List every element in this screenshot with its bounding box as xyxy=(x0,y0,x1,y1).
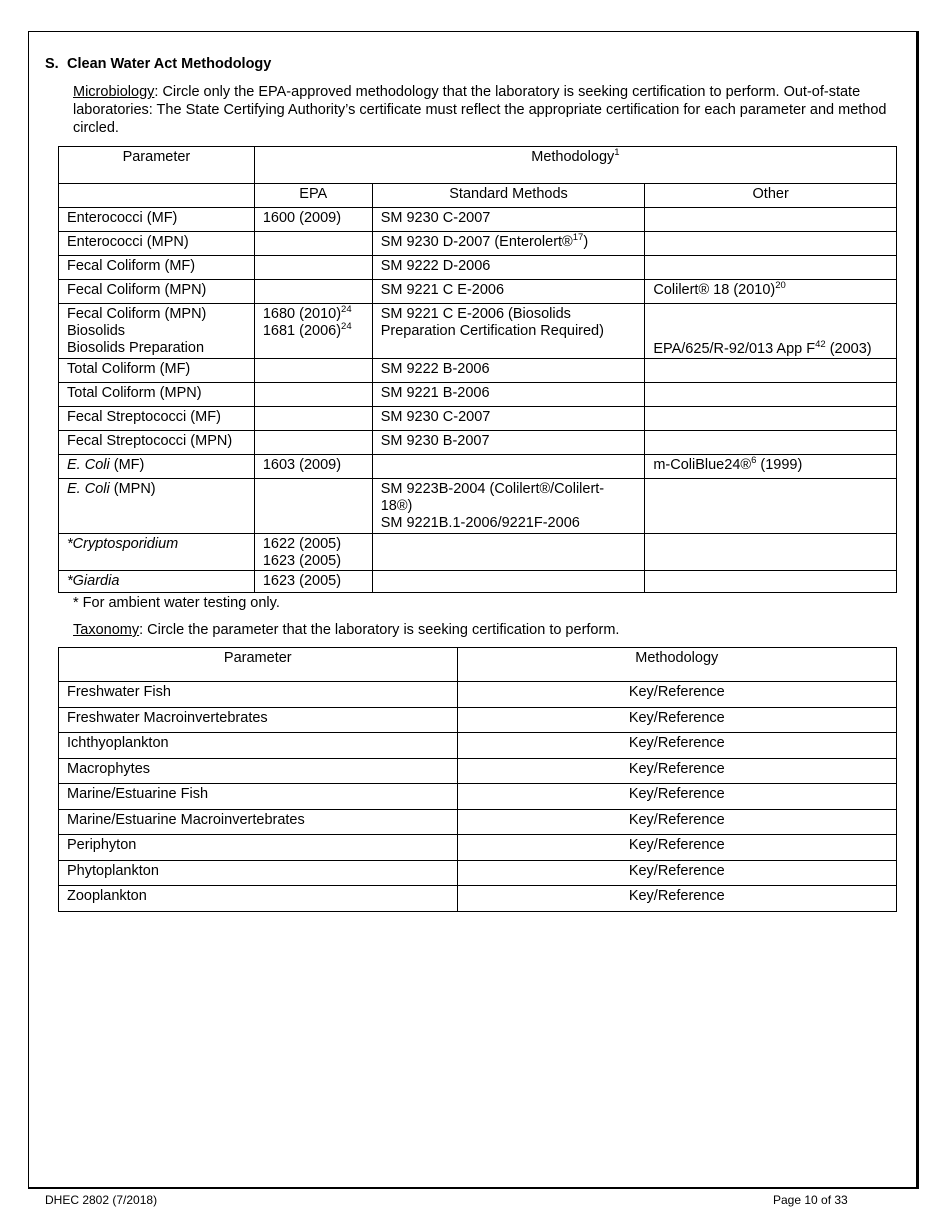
sm-cell[interactable]: SM 9230 D-2007 (Enterolert®$^{17}$) xyxy=(372,232,645,256)
form-number: DHEC 2802 (7/2018) xyxy=(45,1193,158,1207)
method-cell: Key/Reference xyxy=(457,860,896,886)
table-header-row xyxy=(59,147,897,184)
table-row xyxy=(59,784,897,810)
other-cell[interactable]: Colilert® 18 $(2010)^{20}$ xyxy=(645,280,897,304)
method-cell: Key/Reference xyxy=(457,886,896,912)
microbiology-table xyxy=(58,146,897,593)
method-cell: Key/Reference xyxy=(457,707,896,733)
microbiology-intro: Microbiology: Circle only the EPA-approved methodology that the laboratory is seeking certification to perform. Out-of-state laboratories: The State Certifying Authority’s certificate must reflect the appropriate certification for each parameter and method circled. xyxy=(73,84,887,136)
param-cell[interactable]: Enterococci (MPN) xyxy=(59,232,255,256)
param-cell[interactable]: Fecal Coliform (MPN) Biosolids Biosolids Preparation xyxy=(59,304,255,359)
table-row xyxy=(59,431,897,455)
sm-cell[interactable]: SM 9221 B-2006 xyxy=(372,383,645,407)
param-cell[interactable]: Fecal Streptococci (MPN) xyxy=(59,431,255,455)
epa-cell xyxy=(254,232,372,256)
epa-cell xyxy=(254,359,372,383)
method-cell: Key/Reference xyxy=(457,835,896,861)
other-cell xyxy=(645,534,897,571)
param-cell[interactable]: Total Coliform (MF) xyxy=(59,359,255,383)
param-cell[interactable]: Macrophytes xyxy=(59,758,458,784)
param-cell[interactable]: Marine/Estuarine Macroinvertebrates xyxy=(59,809,458,835)
table-row xyxy=(59,809,897,835)
param-cell[interactable]: Phytoplankton xyxy=(59,860,458,886)
sm-cell[interactable]: SM 9223B-2004 (Colilert®/Colilert- 18®) SM 9221B.1-2006/9221F-2006 xyxy=(372,479,645,534)
taxonomy-label: Taxonomy xyxy=(73,622,140,638)
table-row xyxy=(59,682,897,708)
epa-cell xyxy=(254,383,372,407)
param-cell[interactable]: Enterococci (MF) xyxy=(59,208,255,232)
page-number: Page 10 of 33 xyxy=(773,1193,848,1207)
epa-cell[interactable]: 1622 (2005) 1623 (2005) xyxy=(254,534,372,571)
other-cell xyxy=(645,571,897,593)
other-cell xyxy=(645,383,897,407)
taxonomy-intro: Taxonomy: Circle the parameter that the laboratory is seeking certification to perform. xyxy=(73,622,620,638)
other-cell xyxy=(645,256,897,280)
other-cell[interactable]: m-ColiBlue24®$^6$ (1999) xyxy=(645,455,897,479)
param-cell[interactable]: Ichthyoplankton xyxy=(59,733,458,759)
param-cell[interactable]: Freshwater Macroinvertebrates xyxy=(59,707,458,733)
param-cell[interactable]: Periphyton xyxy=(59,835,458,861)
table-row xyxy=(59,455,897,479)
param-cell[interactable]: E. Coli (MF) xyxy=(59,455,255,479)
sm-cell[interactable]: SM 9230 C-2007 xyxy=(372,208,645,232)
header-methodology: Methodology xyxy=(457,648,896,682)
sm-cell xyxy=(372,571,645,593)
param-cell[interactable]: Zooplankton xyxy=(59,886,458,912)
header-epa: EPA xyxy=(254,184,372,208)
epa-cell[interactable]: 1623 (2005) xyxy=(254,571,372,593)
table-row xyxy=(59,733,897,759)
param-cell[interactable]: Marine/Estuarine Fish xyxy=(59,784,458,810)
table-row xyxy=(59,280,897,304)
table-row xyxy=(59,232,897,256)
sm-cell[interactable]: SM 9230 C-2007 xyxy=(372,407,645,431)
other-cell xyxy=(645,479,897,534)
table-row xyxy=(59,256,897,280)
epa-cell[interactable]: 1603 (2009) xyxy=(254,455,372,479)
other-cell[interactable]: EPA/625/R-92/013 App $F^{42}$ (2003) xyxy=(645,304,897,359)
sm-cell[interactable]: SM 9230 B-2007 xyxy=(372,431,645,455)
method-cell: Key/Reference xyxy=(457,758,896,784)
param-cell[interactable]: E. Coli (MPN) xyxy=(59,479,255,534)
method-cell: Key/Reference xyxy=(457,733,896,759)
table-row xyxy=(59,383,897,407)
param-cell[interactable]: Freshwater Fish xyxy=(59,682,458,708)
param-cell[interactable]: Fecal Coliform (MF) xyxy=(59,256,255,280)
table-row xyxy=(59,758,897,784)
other-cell xyxy=(645,359,897,383)
header-standard-methods: Standard Methods xyxy=(372,184,645,208)
table-row xyxy=(59,359,897,383)
sm-cell[interactable]: SM 9222 D-2006 xyxy=(372,256,645,280)
table-row xyxy=(59,534,897,571)
epa-cell xyxy=(254,431,372,455)
table-row xyxy=(59,886,897,912)
taxonomy-table xyxy=(58,647,897,912)
microbiology-label: Microbiology xyxy=(73,84,155,100)
sm-cell xyxy=(372,534,645,571)
table-subheader-row xyxy=(59,184,897,208)
sm-cell[interactable]: SM 9221 C E-2006 xyxy=(372,280,645,304)
epa-cell[interactable]: 1680 $(2010)^{24}$ 1681 $(2006)^{24}$ xyxy=(254,304,372,359)
method-cell: Key/Reference xyxy=(457,682,896,708)
param-cell[interactable]: Fecal Streptococci (MF) xyxy=(59,407,255,431)
method-cell: Key/Reference xyxy=(457,809,896,835)
table-row xyxy=(59,208,897,232)
header-methodology: Methodology$^1$ xyxy=(254,147,896,184)
param-cell[interactable]: Fecal Coliform (MPN) xyxy=(59,280,255,304)
table-row xyxy=(59,479,897,534)
param-cell[interactable]: *Giardia xyxy=(59,571,255,593)
param-cell[interactable]: Total Coliform (MPN) xyxy=(59,383,255,407)
method-cell: Key/Reference xyxy=(457,784,896,810)
param-cell[interactable]: *Cryptosporidium xyxy=(59,534,255,571)
other-cell xyxy=(645,232,897,256)
table-row xyxy=(59,407,897,431)
header-other: Other xyxy=(645,184,897,208)
epa-cell xyxy=(254,256,372,280)
other-cell xyxy=(645,431,897,455)
header-parameter: Parameter xyxy=(59,147,255,184)
other-cell xyxy=(645,208,897,232)
sm-cell[interactable]: SM 9222 B-2006 xyxy=(372,359,645,383)
sm-cell[interactable]: SM 9221 C E-2006 (Biosolids Preparation Certification Required) xyxy=(372,304,645,359)
table-row xyxy=(59,571,897,593)
table-row xyxy=(59,707,897,733)
epa-cell xyxy=(254,280,372,304)
ambient-water-note: * For ambient water testing only. xyxy=(73,595,280,611)
epa-cell xyxy=(254,479,372,534)
other-cell xyxy=(645,407,897,431)
table-row xyxy=(59,835,897,861)
epa-cell[interactable]: 1600 (2009) xyxy=(254,208,372,232)
epa-cell xyxy=(254,407,372,431)
section-title: S. Clean Water Act Methodology xyxy=(45,56,272,72)
header-parameter: Parameter xyxy=(59,648,458,682)
table-row xyxy=(59,860,897,886)
table-row xyxy=(59,304,897,359)
table-header-row xyxy=(59,648,897,682)
sm-cell xyxy=(372,455,645,479)
